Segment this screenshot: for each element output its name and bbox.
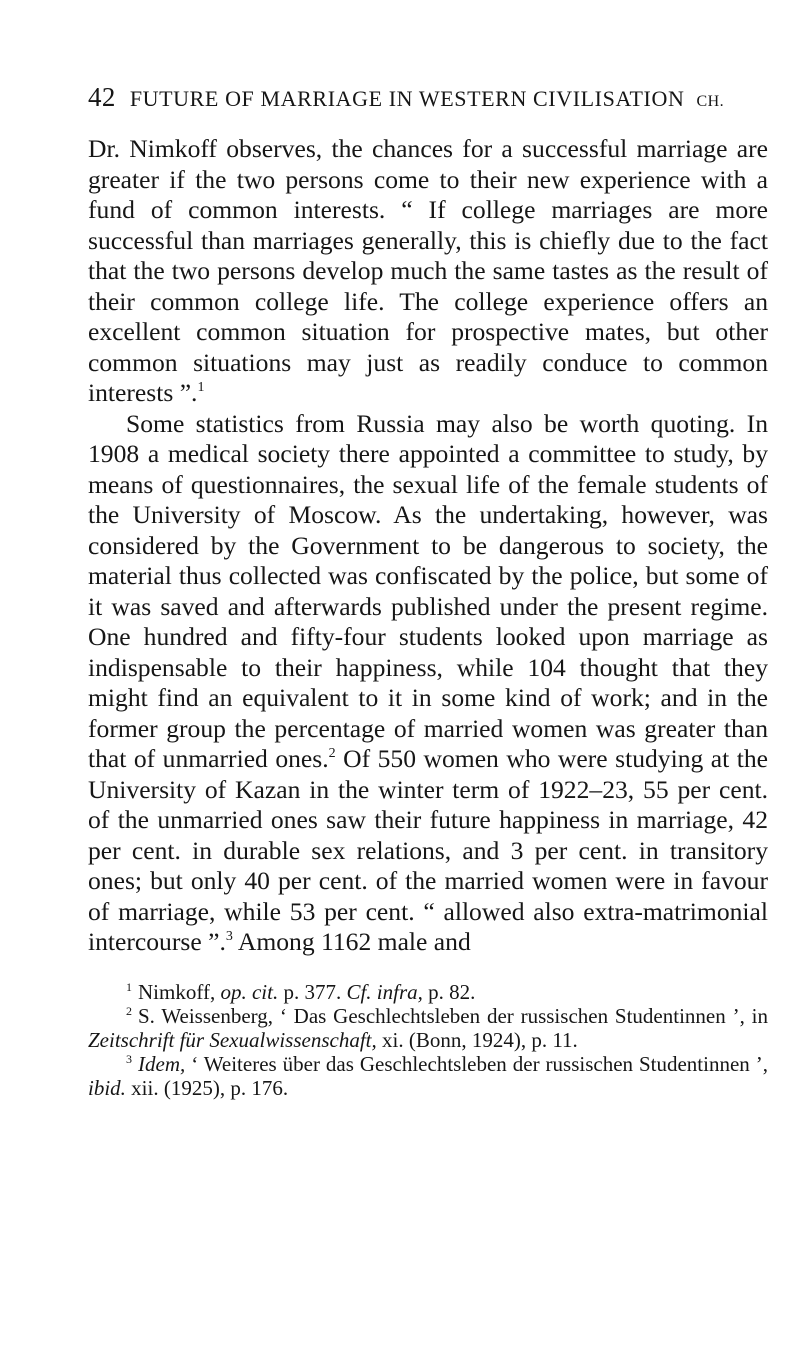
body-text bbox=[88, 134, 768, 958]
footnote bbox=[88, 1052, 768, 1100]
paragraph-text: Some statistics from Russia may also be worth quoting. In 1908 a medical society there appointed a committee to study, by means of questionnaires, the sexual life of the female students of the University of Moscow. As the undertaking, however, was considered by the Government to be dangerous to society, the material thus collected was confiscated by the police, but some of it was saved and afterwards published under the present regime. One hundred and fifty-four students looked upon marriage as indispensable to their happiness, while 104 thought that they might find an equivalent to it in some kind of work; and in the former group the percentage of married women was greater than that of unmarried ones. bbox=[88, 408, 768, 773]
footnote bbox=[88, 1004, 768, 1052]
footnote-italic: Idem, bbox=[138, 1051, 186, 1076]
footnote-italic: ibid. bbox=[88, 1075, 126, 1100]
footnote-text: S. Weissenberg, ‘ Das Geschlechtsleben der russischen Studentinnen ’, in bbox=[138, 1003, 768, 1028]
footnote-mark: 3 bbox=[126, 1051, 132, 1066]
footnotes bbox=[88, 980, 768, 1100]
footnote-italic: op. cit. bbox=[220, 979, 279, 1004]
paragraph bbox=[88, 134, 768, 409]
footnote-mark: 2 bbox=[126, 1003, 132, 1018]
footnote-reference: 2 bbox=[328, 746, 336, 761]
footnote-text: p. 82. bbox=[422, 979, 476, 1004]
footnote-text: p. 377. bbox=[278, 979, 347, 1004]
footnote-mark: 1 bbox=[126, 979, 132, 994]
footnote bbox=[88, 980, 768, 1004]
paragraph bbox=[88, 409, 768, 958]
running-head bbox=[88, 82, 768, 124]
book-page bbox=[88, 82, 768, 1100]
chapter-abbreviation: CH. bbox=[696, 93, 725, 110]
footnote-reference: 3 bbox=[225, 929, 233, 944]
footnote-text: xii. (1925), p. 176. bbox=[125, 1075, 289, 1100]
footnote-text: xi. (Bonn, 1924), p. 11. bbox=[376, 1027, 578, 1052]
paragraph-text: Among 1162 male and bbox=[232, 927, 471, 956]
footnote-text: ‘ Weiteres über das Geschlechtsleben der russischen Studentinnen ’, bbox=[185, 1051, 768, 1076]
footnote-italic: Zeitschrift für Sexualwissenschaft, bbox=[88, 1027, 377, 1052]
paragraph-text: Of 550 women who were studying at the University of Kazan in the winter term of 1922–23, 55 per cent. of the unmarried ones saw their future happiness in marriage, 42 per cent. in durable sex relations, and 3 per cent. in transitory ones; but only 40 per cent. of the married women were in favour of marriage, while 53 per cent. “ allowed also extra-matrimonial intercourse ”. bbox=[88, 744, 768, 956]
footnote-reference: 1 bbox=[197, 380, 205, 395]
footnote-italic: Cf. infra, bbox=[346, 979, 423, 1004]
page-number: 42 bbox=[88, 82, 116, 112]
footnote-text: Nimkoff, bbox=[138, 979, 221, 1004]
running-title: FUTURE OF MARRIAGE IN WESTERN CIVILISATION bbox=[129, 86, 685, 111]
paragraph-text: Dr. Nimkoff observes, the chances for a successful marriage are greater if the two persons come to their new experience with a fund of common interests. “ If college marriages are more successful than marriages generally, this is chiefly due to the fact that the two persons develop much the same tastes as the result of their common college life. The college experience offers an excellent common situation for prospective mates, but other common situations may just as readily conduce to common interests ”. bbox=[88, 134, 768, 407]
